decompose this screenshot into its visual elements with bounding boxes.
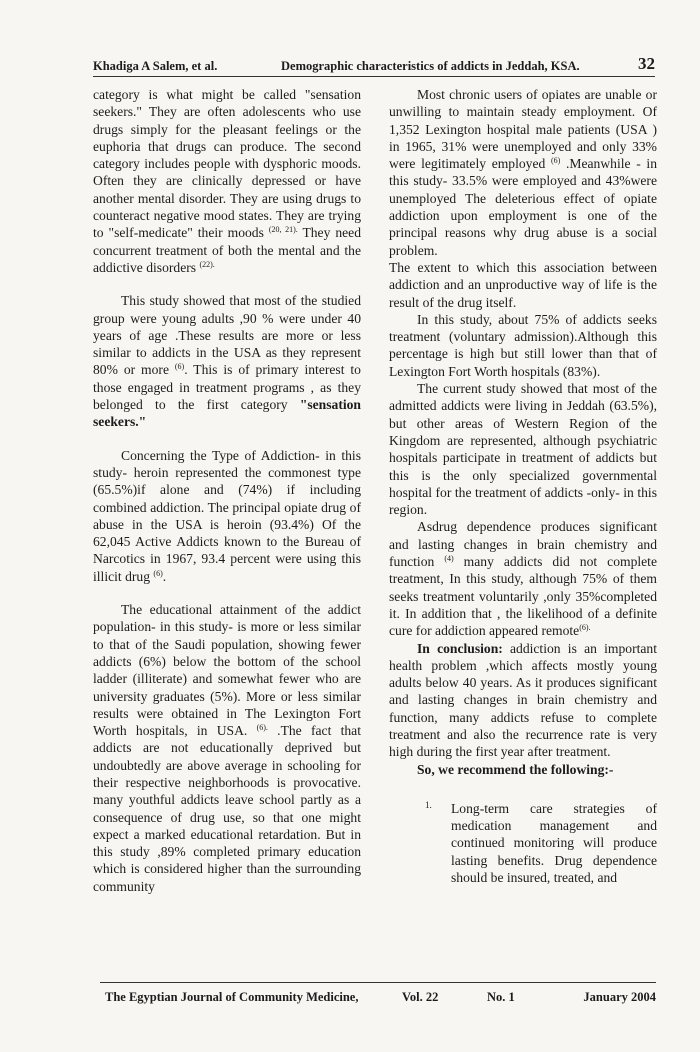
paragraph-treatment-seeking: In this study, about 75% of addicts seeks treatment (voluntary admission).Although this percentage is high but still lower than that of Lexington Fort Worth hospitals (83%). <box>389 311 657 379</box>
right-column <box>389 86 657 886</box>
header-author: Khadiga A Salem, et al. <box>93 59 218 73</box>
footer-volume: Vol. 22 <box>402 990 439 1004</box>
recommendation-text: Long-term care strategies of medication management and continued monitoring will produce lasting benefits. Drug dependence should be insured, treated, and <box>451 800 657 886</box>
page-number: 32 <box>638 54 655 73</box>
paragraph-type-of-addiction: Concerning the Type of Addiction- in this study- heroin represented the commonest type (65.5%)if alone and (74%) if including combined addiction. The principal opiate drug of abuse in the USA is heroin (93.4%) Of the 62,045 Active Addicts known to the Bureau of Narcotics in 1967, 93.4 percent were using this illicit drug $^{(6)}$. <box>93 447 361 584</box>
footer-date: January 2004 <box>583 990 656 1004</box>
paragraph-conclusion: In conclusion: addiction is an important health problem ,which affects mostly young adults below 40 years. As it produces significant and lasting changes in brain chemistry and function, many addicts refuse to complete treatment and also the recurrence rate is very high during the first year after treatment. <box>389 640 657 760</box>
recommendation-number: 1. <box>425 799 432 810</box>
running-header <box>93 56 655 76</box>
recommendations-heading: So, we recommend the following:- <box>417 761 614 777</box>
paragraph-drug-dependence: Asdrug dependence produces significant and lasting changes in brain chemistry and function $^{(4)}$ many addicts did not complete treatment, In this study, although 75% of them seeks treatment voluntarily ,only 35%completed it. In addition that , the likelihood of a definite cure for addiction appeared remote$^{(6).}$ <box>389 519 657 639</box>
header-title: Demographic characteristics of addicts in Jeddah, KSA. <box>281 59 580 73</box>
left-column <box>93 86 361 911</box>
paragraph-age: This study showed that most of the studied group were young adults ,90 % were under 40 years of age .These results are more or less similar to addicts in the USA as they represent 80% or more $^{(6)}$. This is of primary interest to those engaged in treatment programs , as they belonged to the first category "sensation seekers." <box>93 293 361 430</box>
paragraph-association: The extent to which this association between addiction and an unproductive way of life is the result of the drug itself. <box>389 259 657 310</box>
footer-journal: The Egyptian Journal of Community Medicine, <box>105 990 359 1004</box>
paragraph-sensation-seekers: category is what might be called "sensation seekers." They are often adolescents who use drugs simply for the pleasant feelings or the euphoria that drugs can produce. The second category includes people with dysphoric moods. Often they are clinically depressed or have another mental disorder. They are using drugs to counteract negative mood states. They are trying to "self-medicate" their moods $^{(20, 21).}$ They need concurrent treatment of both the mental and the addictive disorders $^{(22).}$ <box>93 87 361 275</box>
paragraph-education: The educational attainment of the addict population- in this study- is more or less similar to that of the Saudi population, showing fewer addicts (6%) below the bottom of the school ladder (illiterate) and somewhat fewer who are university graduates (5%). More or less similar results were obtained in The Lexington Fort Worth hospitals, in USA. $^{(6).}$ .The fact that addicts are not educationally deprived but undoubtedly are above average in schooling for their respective neighborhoods is provocative. many youthful addicts leave school partly as a consequence of drug use, so that one might expect a marked educational retardation. But in this study ,89% completed primary education which is considered higher than the surrounding community <box>93 602 361 894</box>
footer-rule <box>100 982 656 983</box>
recommendation-item <box>389 800 657 886</box>
header-rule <box>93 76 655 77</box>
paragraph-employment: Most chronic users of opiates are unable or unwilling to maintain steady employment. Of 1,352 Lexington hospital male patients (USA ) in 1965, 31% were unemployed and only 33% were legitimately employed $^{(6)}$ .Meanwhile - in this study- 33.5% were employed and 43%were unemployed The deleterious effect of opiate addiction upon employment is one of the principal reasons why drug abuse is a social problem. <box>389 87 657 258</box>
paragraph-residence: The current study showed that most of the admitted addicts were living in Jeddah (63.5%), but other areas of Western Region of the Kingdom are represented, although psychiatric hospitals participate in treatment of addicts but this is the only specialized governmental hospital for the treatment of addicts -only- in this region. <box>389 381 657 518</box>
footer-issue-number: No. 1 <box>487 990 515 1004</box>
running-footer <box>100 982 656 1012</box>
